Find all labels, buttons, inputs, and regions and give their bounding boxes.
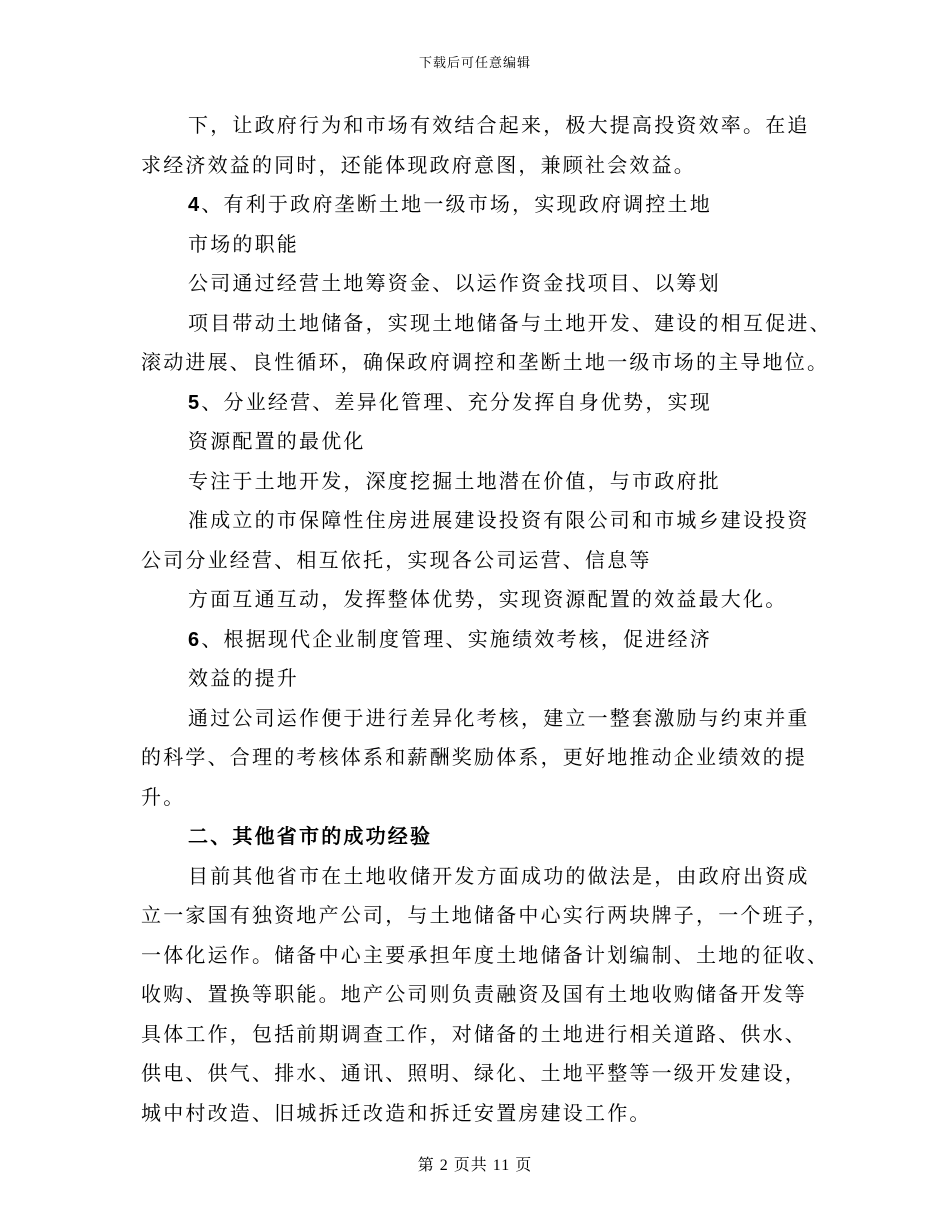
item-number: 4 [188,194,202,216]
section-heading [141,817,821,857]
numbered-item-heading [141,620,821,660]
text-line [141,501,821,541]
line-text: 立一家国有独资地产公司，与土地储备中心实行两块牌子，一个班子， [141,903,830,927]
text-line [141,896,830,936]
numbered-item-heading [141,185,821,225]
line-text: 求经济效益的同时，还能体现政府意图，兼顾社会效益。 [141,152,696,177]
text-line [141,778,821,818]
text-line [141,936,830,976]
text-line [141,106,821,146]
text-line [141,541,821,581]
line-text: 供电、供气、排水、通讯、照明、绿化、土地平整等一级开发建设， [141,1061,807,1085]
line-text: 城中村改造、旧城拆迁改造和拆迁安置房建设工作。 [141,1100,652,1125]
page-footer: 第 2 页共 11 页 [417,1157,533,1174]
line-text: 一体化运作。储备中心主要承担年度土地储备计划编制、土地的征收、 [141,942,830,967]
document-body [141,106,832,1133]
numbered-item-heading [141,383,821,423]
text-line [141,1054,821,1094]
text-line [141,422,821,462]
line-text: 升。 [141,784,186,809]
text-line [141,343,830,383]
line-text: 方面互通互动，发挥整体优势，实现资源配置的效益最大化。 [188,587,788,611]
line-text: 、分业经营、差异化管理、充分发挥自身优势，实现 [201,389,712,414]
line-text: 市场的职能 [188,231,299,256]
text-line [141,225,821,265]
text-line [141,1094,821,1134]
text-line [141,738,821,778]
text-line [141,304,832,344]
line-text: 公司通过经营土地筹资金、以运作资金找项目、以筹划 [188,271,721,295]
text-line [141,146,821,186]
text-line [141,975,821,1015]
line-text: 的科学、合理的考核体系和薪酬奖励体系，更好地推动企业绩效的提 [141,745,807,769]
line-text: 公司分业经营、相互依托，实现各公司运营、信息等 [141,547,652,572]
line-text: 通过公司运作便于进行差异化考核，建立一整套激励与约束并重 [188,705,810,730]
item-number: 5 [188,391,202,414]
text-line [141,580,821,620]
line-text: 目前其他省市在土地收储开发方面成功的做法是，由政府出资成 [188,863,810,888]
line-text: 下，让政府行为和市场有效结合起来，极大提高投资效率。在追 [188,113,810,137]
line-text: 滚动进展、良性循环，确保政府调控和垄断土地一级市场的主导地位。 [141,350,830,374]
line-text: 二、其他省市的成功经验 [188,824,433,848]
line-text: 、有利于政府垄断土地一级市场，实现政府调控土地 [201,192,712,216]
page-header: 下载后可任意编辑 [418,56,531,71]
line-text: 项目带动土地储备，实现土地储备与土地开发、建设的相互促进、 [188,310,832,335]
line-text: 专注于土地开发，深度挖掘土地潜在价值，与市政府批 [188,468,721,493]
line-text: 资源配置的最优化 [188,429,366,453]
text-line [141,462,821,502]
item-number: 6 [188,628,202,651]
line-text: 效益的提升 [188,666,299,690]
text-line [141,857,821,897]
text-line [141,659,821,699]
text-line [141,1015,821,1055]
text-line [141,264,821,304]
line-text: 具体工作，包括前期调查工作，对储备的土地进行相关道路、供水、 [141,1021,807,1046]
line-text: 收购、置换等职能。地产公司则负责融资及国有土地收购储备开发等 [141,982,807,1006]
text-line [141,699,821,739]
line-text: 、根据现代企业制度管理、实施绩效考核，促进经济 [201,626,712,651]
line-text: 准成立的市保障性住房进展建设投资有限公司和市城乡建设投资 [188,508,810,532]
